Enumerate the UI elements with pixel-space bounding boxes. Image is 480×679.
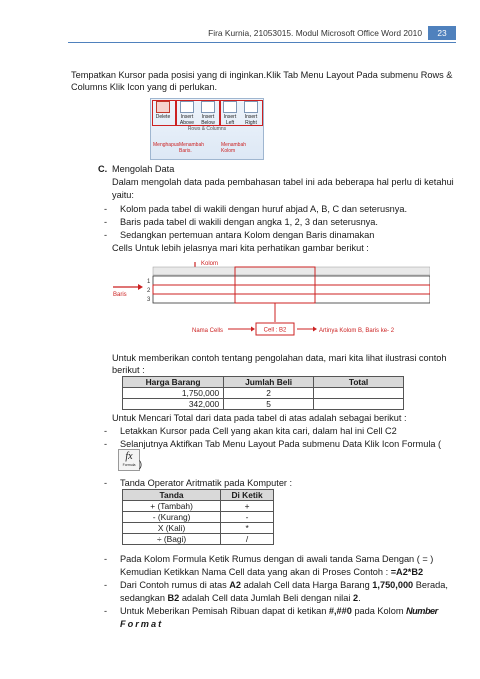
highlight-delete bbox=[152, 100, 176, 126]
artinya-label: Artinya Kolom B, Baris ke- 2 bbox=[319, 328, 395, 334]
intro-text: Tempatkan Kursor pada posisi yang di inginkan.Klik Tab Menu Layout bbox=[71, 70, 354, 80]
row-number-3: 3 bbox=[147, 297, 151, 303]
cell-grid-illustration bbox=[110, 256, 430, 348]
intro-line-1 bbox=[71, 69, 452, 81]
list-item-continuation bbox=[120, 592, 361, 604]
caption-cols: Menambah Kolom bbox=[221, 142, 247, 154]
fx-label: Formula bbox=[122, 463, 136, 467]
list-item-continuation bbox=[120, 566, 423, 578]
insert-right-label: Insert Right bbox=[244, 114, 258, 126]
table-cell bbox=[314, 388, 404, 399]
price-table bbox=[122, 376, 404, 410]
list-item-text: Kolom pada tabel di wakili dengan huruf abjad A, B, C dan seterusnya. bbox=[120, 204, 408, 214]
highlight-rows bbox=[176, 100, 221, 126]
delete-label: Delete bbox=[155, 114, 171, 120]
table-header: Harga Barang bbox=[123, 377, 224, 388]
table-row bbox=[123, 512, 274, 523]
text: pada Kolom bbox=[351, 606, 407, 616]
list-item-text: Pada submenu Data Klik Icon Formula ( bbox=[278, 439, 442, 449]
text: Dari Contoh rumus di atas bbox=[120, 580, 230, 590]
insert-above-label: Insert Above bbox=[179, 114, 195, 126]
table-cell: 2 bbox=[224, 388, 314, 399]
table-cell: 1,750,000 bbox=[123, 388, 224, 399]
list-item: - Selanjutnya Aktifkan Tab Menu Layout Pada submenu Data Klik Icon Formula ( bbox=[104, 439, 442, 449]
ribbon-group-label: Rows & Columns bbox=[187, 126, 227, 132]
text: Berada, bbox=[413, 580, 448, 590]
section-paragraph-1: Dalam mengolah data pada pembahasan tabel ini ada beberapa hal perlu di ketahui bbox=[112, 177, 454, 187]
page-number: 23 bbox=[428, 26, 456, 40]
text: Kemudian Ketikkan Nama Cell data yang akan di Proses Contoh : bbox=[120, 567, 391, 577]
list-item: - Pada Kolom Formula Ketik Rumus dengan di awali tanda Sama Dengan ( = ) bbox=[104, 554, 434, 564]
example-line-2: berikut : bbox=[112, 365, 145, 375]
formula-example: =A2*B2 bbox=[390, 567, 424, 577]
row-number-1: 1 bbox=[147, 279, 151, 285]
fx-glyph: fx bbox=[125, 451, 133, 462]
bold-text: Number bbox=[406, 606, 438, 616]
operator-table bbox=[122, 489, 274, 545]
close-paren: ) bbox=[139, 459, 143, 469]
table-cell: - (Kurang) bbox=[123, 512, 221, 523]
text: Untuk Meberikan Pemisah Ribuan dapat di ketikan bbox=[120, 606, 329, 616]
list-item-text: Tanda Operator Aritmatik pada Komputer : bbox=[120, 478, 293, 488]
table-row bbox=[123, 501, 274, 512]
list-item-text: Baris pada tabel di wakili dengan angka 1, 2, 3 dan seterusnya. bbox=[120, 217, 378, 227]
section-letter: C. bbox=[98, 164, 108, 174]
table-cell: - bbox=[221, 512, 274, 523]
table-cell bbox=[314, 399, 404, 410]
list-item-text: Sedangkan pertemuan antara Kolom dengan Baris dinamakan bbox=[120, 230, 375, 240]
rows-columns-ribbon-image bbox=[150, 98, 264, 160]
intro-text-b: Pada submenu Rows & bbox=[356, 70, 453, 80]
table-cell: ÷ (Bagi) bbox=[123, 534, 221, 545]
list-item-text: Selanjutnya Aktifkan Tab Menu Layout bbox=[120, 439, 276, 449]
list-item-text: Pada Kolom Formula Ketik Rumus dengan di awali tanda Sama Dengan ( = ) bbox=[120, 554, 434, 564]
table-cell: X (Kali) bbox=[123, 523, 221, 534]
baris-label: Baris bbox=[113, 292, 127, 298]
column-header-band bbox=[153, 267, 430, 275]
insert-below-label: Insert Below bbox=[201, 114, 215, 126]
example-line-1: Untuk memberikan contoh tentang pengolahan data, mari kita lihat ilustrasi contoh bbox=[112, 353, 447, 363]
table-cell: 5 bbox=[224, 399, 314, 410]
list-item: - Sedangkan pertemuan antara Kolom dengan Baris dinamakan bbox=[104, 230, 375, 240]
formula-icon bbox=[118, 449, 143, 471]
bold-text: 1,750,000 bbox=[372, 580, 414, 590]
bold-text: A2 bbox=[229, 580, 242, 590]
row-2-highlight bbox=[153, 285, 430, 294]
cell-ref-label: Cell : B2 bbox=[263, 327, 287, 334]
table-header: Tanda bbox=[123, 490, 221, 501]
list-item: - Baris pada tabel di wakili dengan angka 1, 2, 3 dan seterusnya. bbox=[104, 217, 378, 227]
list-item: - Kolom pada tabel di wakili dengan huruf abjad A, B, C dan seterusnya. bbox=[104, 204, 408, 214]
table-cell: / bbox=[221, 534, 274, 545]
intro-line-2: Columns Klik Icon yang di perlukan. bbox=[71, 82, 218, 92]
table-cell: + bbox=[221, 501, 274, 512]
list-item: - Tanda Operator Aritmatik pada Komputer : bbox=[104, 478, 293, 488]
bold-text: 2 bbox=[352, 593, 359, 603]
table-cell: 342,000 bbox=[123, 399, 224, 410]
header-rule bbox=[68, 42, 456, 43]
list-item-continuation: Format bbox=[120, 619, 164, 629]
table-header: Di Ketik bbox=[221, 490, 274, 501]
cells-line: Cells Untuk lebih jelasnya mari kita perhatikan gambar berikut : bbox=[112, 243, 369, 253]
row-number-2: 2 bbox=[147, 288, 151, 294]
grid-frame bbox=[153, 276, 430, 303]
table-row bbox=[123, 523, 274, 534]
table-row bbox=[123, 399, 404, 410]
table-cell: + (Tambah) bbox=[123, 501, 221, 512]
section-paragraph-1b: yaitu: bbox=[112, 190, 134, 200]
section-title: Mengolah Data bbox=[112, 164, 175, 174]
highlight-cols bbox=[219, 100, 263, 126]
list-item: - Untuk Meberikan Pemisah Ribuan dapat di ketikan #,##0 pada Kolom Number bbox=[104, 606, 438, 616]
bold-text: B2 bbox=[167, 593, 180, 603]
page-header: Fira Kurnia, 21053015. Modul Microsoft Office Word 2010 bbox=[208, 28, 422, 38]
list-item-text: Letakkan Kursor pada Cell yang akan kita cari, dalam hal ini Cell C2 bbox=[120, 426, 397, 436]
baris-arrow-head bbox=[138, 284, 143, 290]
text: adalah Cell data Harga Barang bbox=[241, 580, 373, 590]
text: sedangkan bbox=[120, 593, 168, 603]
insert-left-label: Insert Left bbox=[223, 114, 237, 126]
table-header: Jumlah Beli bbox=[224, 377, 314, 388]
table-header: Total bbox=[314, 377, 404, 388]
table-cell: * bbox=[221, 523, 274, 534]
caption-delete: Menghapus bbox=[153, 142, 180, 148]
list-item: - Letakkan Kursor pada Cell yang akan kita cari, dalam hal ini Cell C2 bbox=[104, 426, 397, 436]
bold-text: #,##0 bbox=[328, 606, 352, 616]
text: adalah Cell data Jumlah Beli dengan nilai bbox=[179, 593, 353, 603]
table-row bbox=[123, 388, 404, 399]
list-item: - Dari Contoh rumus di atas A2 adalah Cell data Harga Barang 1,750,000 Berada, bbox=[104, 580, 448, 590]
table-row bbox=[123, 534, 274, 545]
nama-cells-label: Nama Cells bbox=[192, 328, 224, 334]
kolom-label: Kolom bbox=[201, 261, 219, 267]
caption-rows: Menambah Baris. bbox=[179, 142, 205, 154]
text: . bbox=[358, 593, 361, 603]
total-intro: Untuk Mencari Total dari data pada tabel di atas adalah sebagai berikut : bbox=[112, 413, 407, 423]
